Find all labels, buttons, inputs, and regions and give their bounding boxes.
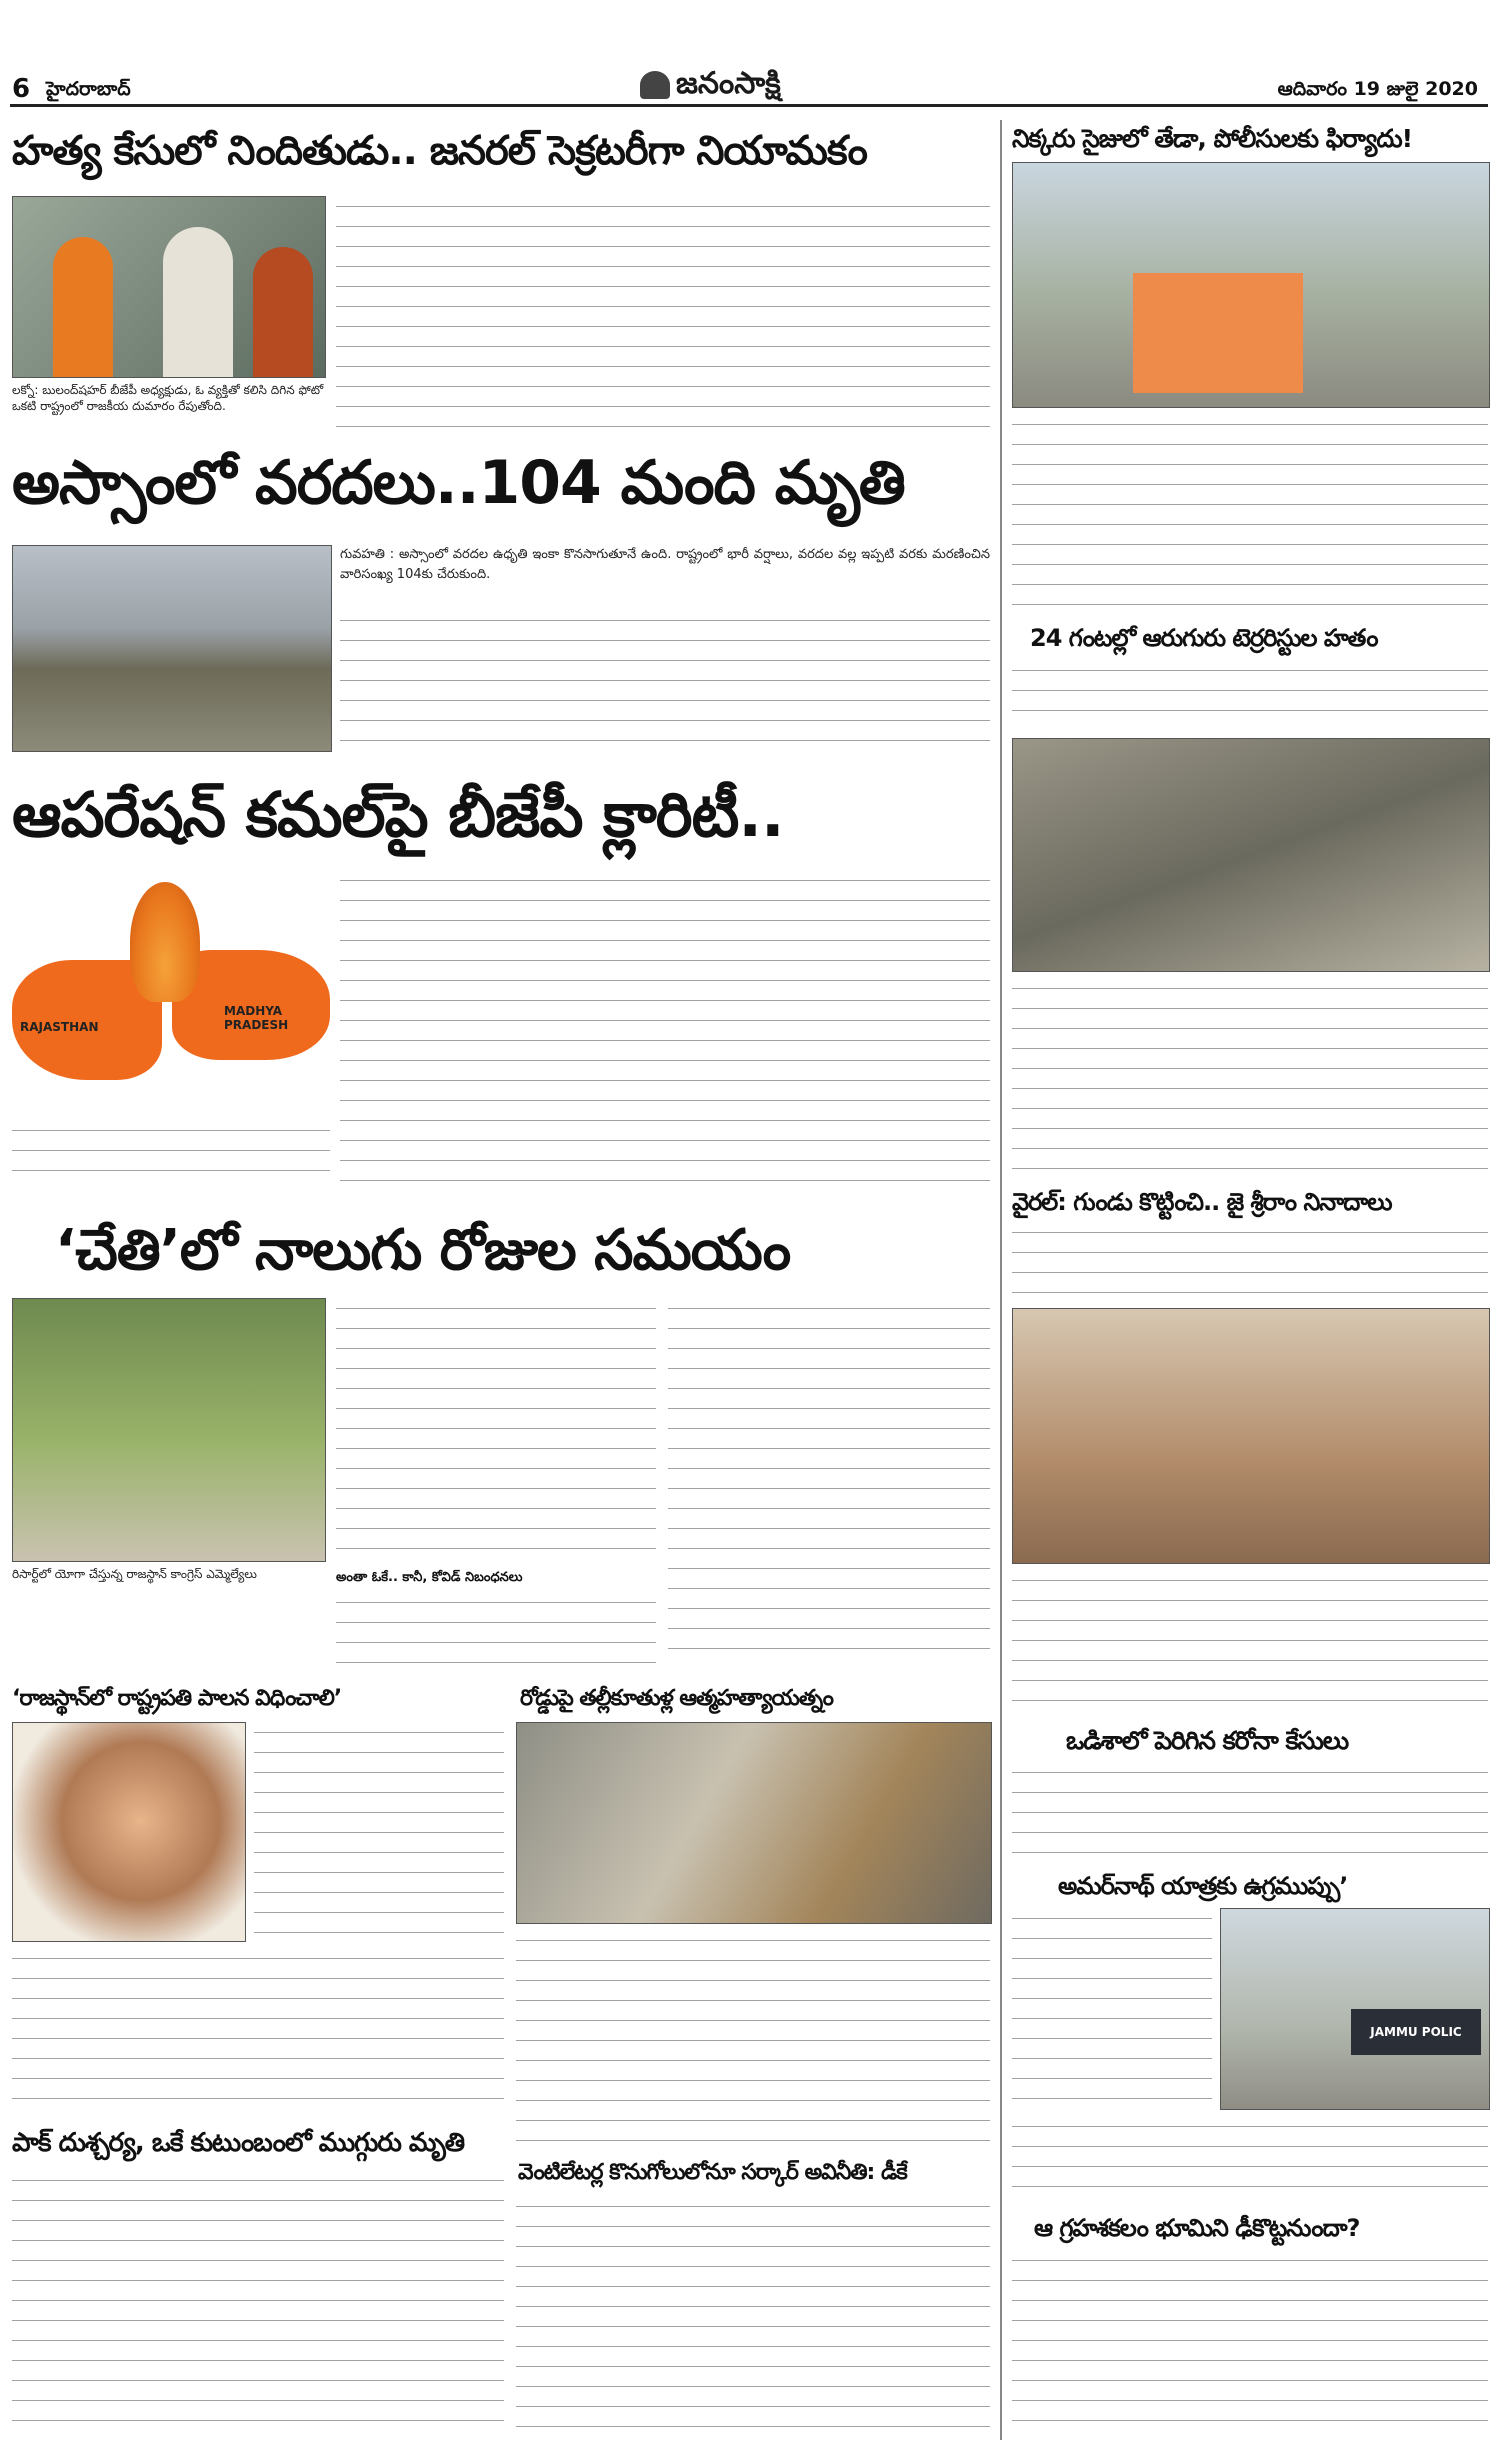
amarnath-photo <box>1220 1908 1490 2110</box>
map-label-left: RAJASTHAN <box>20 1020 99 1034</box>
story-body <box>336 1298 656 1562</box>
story-headline: వెంటిలేటర్ల కొనుగోలులోనూ సర్కార్ అవినీతి: డీకే <box>518 2160 907 2185</box>
story-body <box>516 2196 990 2430</box>
story-body <box>340 610 990 750</box>
leader-photo <box>12 1722 246 1942</box>
story-body <box>336 196 990 434</box>
story-headline: వైరల్: గుండు కొట్టించి.. జై శ్రీరాం నినాదాలు <box>1012 1188 1392 1216</box>
story-headline: పాక్ దుశ్చర్య, ఒకే కుటుంబంలో ముగ్గురు మృతి <box>12 2128 465 2158</box>
story-headline: ఒడిశాలో పెరిగిన కరోనా కేసులు <box>1066 1726 1349 1755</box>
story-body <box>1012 978 1488 1178</box>
column-separator <box>1000 120 1002 2440</box>
story-body <box>254 1722 504 1940</box>
logo-icon <box>640 71 670 99</box>
yoga-photo <box>12 1298 326 1562</box>
state-map <box>12 870 330 1110</box>
incident-photo <box>516 1722 992 1924</box>
story-body <box>1012 1908 1212 2108</box>
police-sign: JAMMU POLIC <box>1351 2009 1481 2055</box>
story-headline: 24 గంటల్లో ఆరుగురు టెర్రరిస్టుల హతం <box>1030 624 1378 652</box>
story-lead: గువహతి : అస్సాంలో వరదల ఉధృతి ఇంకా కొనసాగుతూనే ఉంది. రాష్ట్రంలో భారీ వర్షాలు, వరదల వల్ల ఇప్పటి వరకు మరణించిన వారిసంఖ్య 104కు చేరుకుంది. <box>340 547 990 583</box>
story-body <box>516 1930 990 2150</box>
issue-date: ఆదివారం 19 జులై 2020 <box>1277 78 1478 100</box>
masthead <box>0 0 1500 110</box>
story-body <box>1012 660 1488 730</box>
story-headline: రోడ్డుపై తల్లీకూతుళ్ల ఆత్మహత్యాయత్నం <box>520 1686 833 1711</box>
paper-logo: జనంసాక్షి <box>640 66 781 108</box>
story-body <box>1012 1570 1488 1720</box>
story-headline: ‘రాజస్థాన్‌లో రాష్ట్రపతి పాలన విధించాలి’ <box>12 1686 342 1711</box>
story-body <box>668 1298 990 1668</box>
flood-photo <box>12 545 332 752</box>
page-number: 6 <box>12 74 31 104</box>
story-headline: హత్య కేసులో నిందితుడు.. జనరల్ సెక్రటరీగా నియామకం <box>12 128 867 174</box>
header-rule <box>10 104 1488 107</box>
story-body <box>12 2170 504 2430</box>
city-label: హైదరాబాద్ <box>46 78 131 100</box>
story-body <box>12 1120 330 1190</box>
story-headline: అమర్‌నాథ్ యాత్రకు ఉగ్రముప్పు’ <box>1058 1872 1348 1900</box>
viral-photo <box>1012 1308 1490 1564</box>
story-kicker: అంతా ఓకే.. కానీ, కోవిడ్ నిబంధనలు <box>336 1570 523 1585</box>
photo-caption: రిసార్ట్‌లో యోగా చేస్తున్న రాజస్థాన్ కాంగ్రెస్ ఎమ్మెల్యేలు <box>12 1567 257 1581</box>
story-headline: నిక్కరు సైజులో తేడా, పోలీసులకు ఫిర్యాదు! <box>1012 124 1413 153</box>
map-label-right: MADHYA PRADESH <box>224 1004 289 1032</box>
soldiers-photo <box>1012 738 1490 972</box>
story-body <box>1012 2250 1488 2430</box>
photo-caption: లక్నో: బులంద్‌షహర్ బీజేపీ అధ్యక్షుడు, ఓ వ్యక్తితో కలిసి దిగిన ఫోటో ఒకటి రాష్ట్రంలో రాజకీయ దుమారం రేపుతోంది. <box>12 383 324 414</box>
story-headline: ఆ గ్రహశకలం భూమిని ఢీకొట్టనుందా? <box>1034 2214 1360 2242</box>
lotus-icon <box>130 882 200 1002</box>
story-body <box>12 1948 504 2118</box>
story-body <box>1012 2116 1488 2206</box>
story-photo <box>12 196 326 378</box>
story-body <box>336 1592 656 1672</box>
story-headline: ఆపరేషన్ కమల్‌పై బీజేపీ క్లారిటీ.. <box>12 778 784 851</box>
story-body <box>1012 1222 1488 1302</box>
story-body <box>1012 1762 1488 1862</box>
story-headline: ‘చేతి’లో నాలుగు రోజుల సమయం <box>55 1218 791 1283</box>
story-headline: అస్సాంలో వరదలు..104 మంది మృతి <box>12 448 905 518</box>
story-body <box>1012 414 1488 614</box>
story-body <box>340 870 990 1190</box>
shorts-photo <box>1012 162 1490 408</box>
